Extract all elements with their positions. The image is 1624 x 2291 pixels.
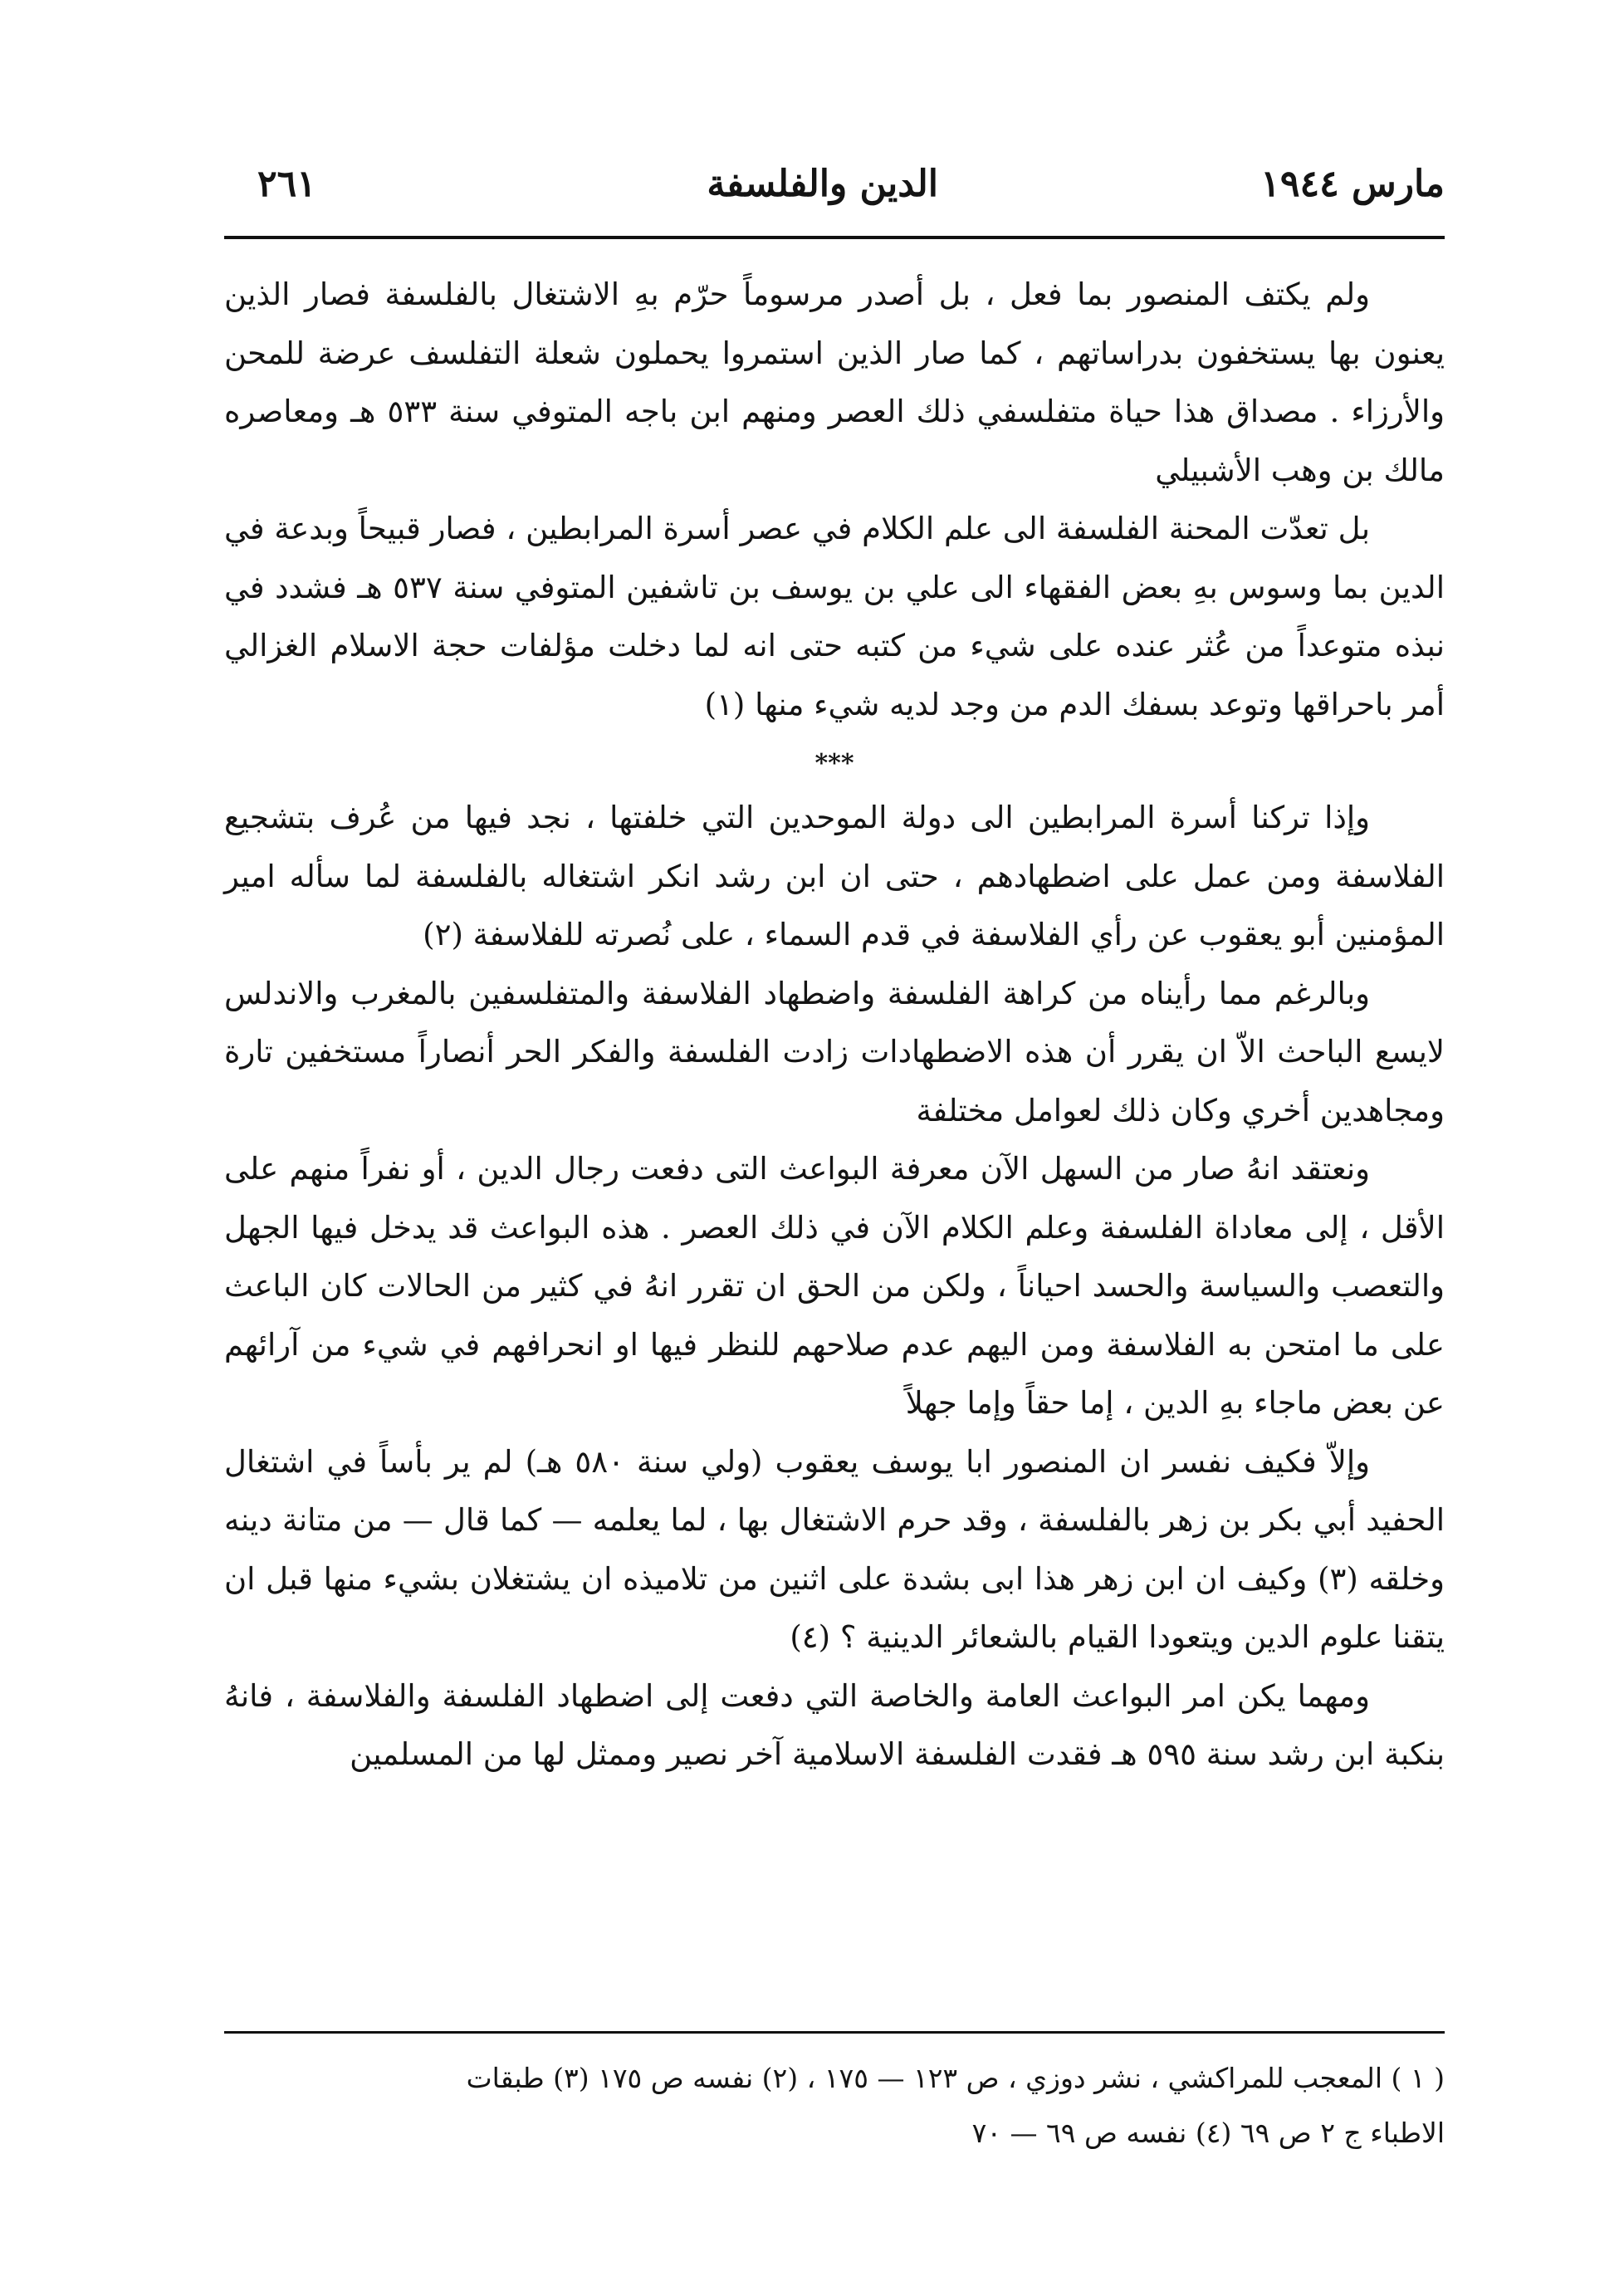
section-separator: *** xyxy=(814,749,854,778)
page-number: ٢٦١ xyxy=(257,163,316,205)
header-title: الدين والفلسفة xyxy=(707,163,938,205)
paragraph: وإذا تركنا أسرة المرابطين الى دولة الموحدين التي خلفتها ، نجد فيها من عُرف بتشجيع الفلاسفة ومن عمل على اضطهادهم ، حتى ان ابن رشد انكر اشتغاله بالفلسفة لما سأله امير المؤمنين أبو يعقوب عن رأي الفلاسفة في قدم السماء ، على نُصرته للفلاسفة (٢) xyxy=(224,800,1445,952)
header-date: مارس ١٩٤٤ xyxy=(1260,163,1445,205)
footnotes xyxy=(224,2051,1445,2161)
body-text xyxy=(224,266,1445,1784)
footnote-rule xyxy=(224,2031,1445,2034)
paragraph: ومهما يكن امر البواعث العامة والخاصة التي دفعت إلى اضطهاد الفلسفة والفلاسفة ، فانهُ بنكبة ابن رشد سنة ٥٩٥ هـ فقدت الفلسفة الاسلامية آخر نصير وممثل لها من المسلمين xyxy=(224,1677,1445,1772)
paragraph: وبالرغم مما رأيناه من كراهة الفلسفة واضطهاد الفلاسفة والمتفلسفين بالمغرب والاندلس لايسع الباحث الاّ ان يقرر أن هذه الاضطهادات زادت الفلسفة والفكر الحر أنصاراً مستخفين تارة ومجاهدين أخري وكان ذلك لعوامل مختلفة xyxy=(224,975,1445,1128)
paragraph: بل تعدّت المحنة الفلسفة الى علم الكلام في عصر أسرة المرابطين ، فصار قبيحاً وبدعة في الدين بما وسوس بهِ بعض الفقهاء الى علي بن يوسف بن تاشفين المتوفي سنة ٥٣٧ هـ فشدد في نبذه متوعداً من عُثر عنده على شيء من كتبه حتى انه لما دخلت مؤلفات حجة الاسلام الغزالي أمر باحراقها وتوعد بسفك الدم من وجد لديه شيء منها (١) xyxy=(224,511,1445,722)
footnote-line: ( ١ ) المعجب للمراكشي ، نشر دوزي ، ص ١٢٣ — ١٧٥ ، (٢) نفسه ص ١٧٥ (٣) طبقات xyxy=(466,2062,1445,2094)
footnote-line: الاطباء ج ٢ ص ٦٩ (٤) نفسه ص ٦٩ — ٧٠ xyxy=(971,2117,1445,2149)
paragraph: ولم يكتف المنصور بما فعل ، بل أصدر مرسوماً حرّم بهِ الاشتغال بالفلسفة فصار الذين يعنون بها يستخفون بدراساتهم ، كما صار الذين استمروا يحملون شعلة التفلسف عرضة للمحن والأرزاء . مصداق هذا حياة متفلسفي ذلك العصر ومنهم ابن باجه المتوفي سنة ٥٣٣ هـ ومعاصره مالك بن وهب الأشبيلي xyxy=(224,277,1445,488)
paragraph: ونعتقد انهُ صار من السهل الآن معرفة البواعث التى دفعت رجال الدين ، أو نفراً منهم على الأقل ، إلى معاداة الفلسفة وعلم الكلام الآن في ذلك العصر . هذه البواعث قد يدخل فيها الجهل والتعصب والسياسة والحسد احياناً ، ولكن من الحق ان تقرر انهُ في كثير من الحالات كان الباعث على ما امتحن به الفلاسفة ومن اليهم عدم صلاحهم للنظر فيها او انحرافهم في شيء من آرائهم عن بعض ماجاء بهِ الدين ، إما حقاً وإما جهلاً xyxy=(224,1151,1445,1421)
running-header xyxy=(224,163,1445,221)
header-rule xyxy=(224,236,1445,239)
paragraph: وإلاّ فكيف نفسر ان المنصور ابا يوسف يعقوب (ولي سنة ٥٨٠ هـ) لم ير بأساً في اشتغال الحفيد أبي بكر بن زهر بالفلسفة ، وقد حرم الاشتغال بها ، لما يعلمه — كما قال — من متانة دينه وخلقه (٣) وكيف ان ابن زهر هذا ابى بشدة على اثنين من تلاميذه ان يشتغلان بشيء منها قبل ان يتقنا علوم الدين ويتعودا القيام بالشعائر الدينية ؟ (٤) xyxy=(224,1443,1445,1655)
